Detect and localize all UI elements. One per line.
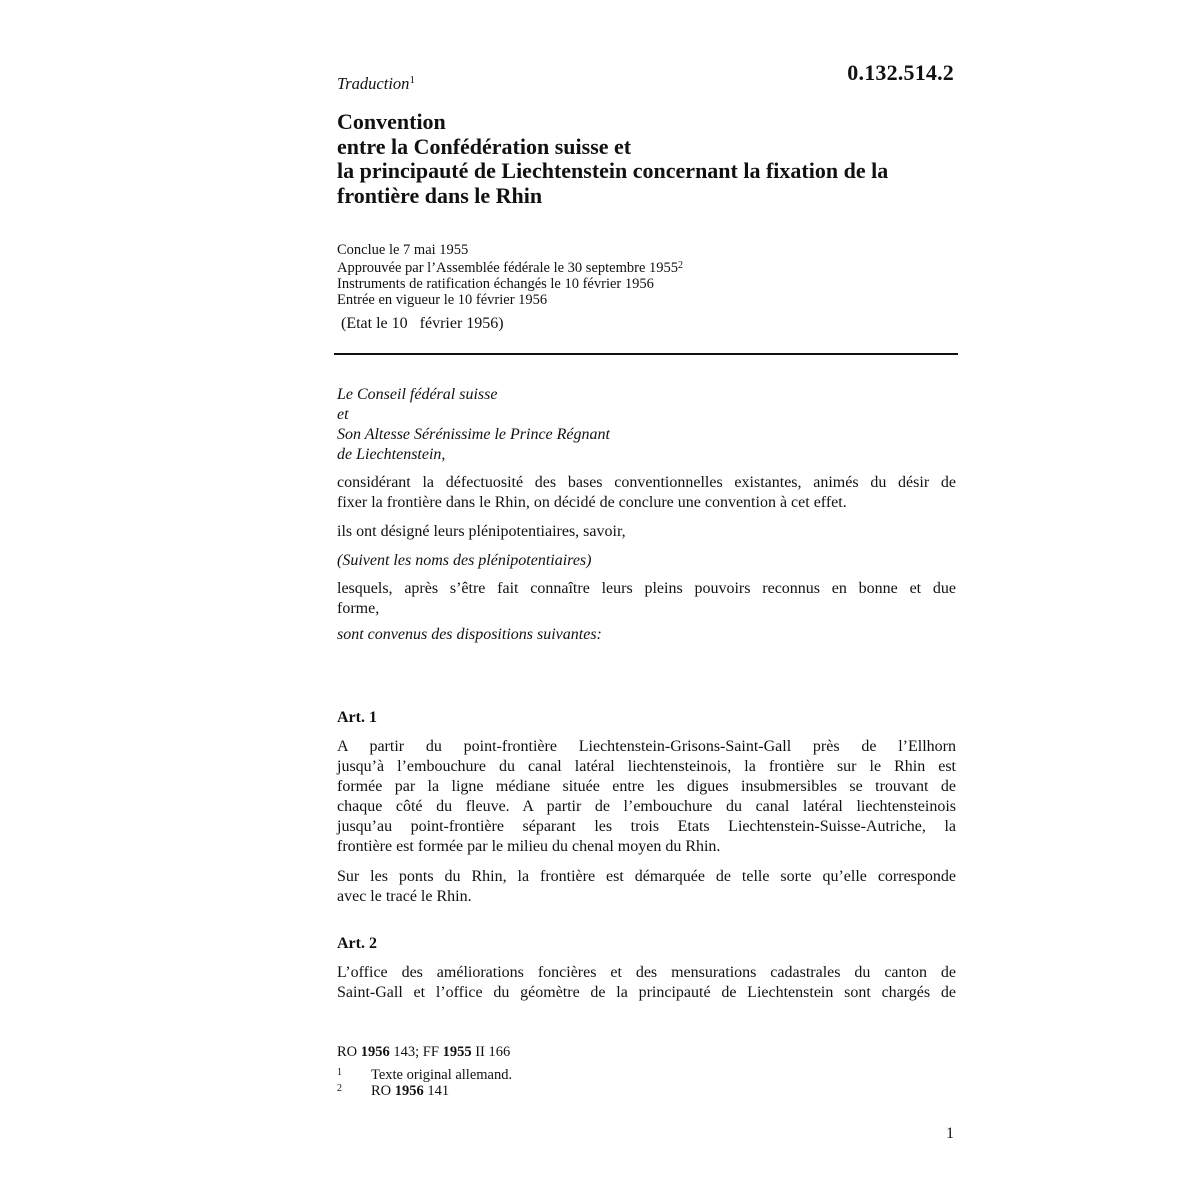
preamble-agreed: sont convenus des dispositions suivantes: [337, 626, 602, 643]
party-line: Le Conseil fédéral suisse [337, 386, 498, 403]
preamble-plenipotentiaries: (Suivent les noms des plénipotentiaires) [337, 552, 592, 569]
preamble-parties [337, 385, 610, 465]
source-reference: RO 1956 143; FF 1955 II 166 [337, 1044, 511, 1060]
title-line: Convention [337, 109, 446, 134]
article-1-paragraph-1: A partir du point-frontière Liechtenstein-Grisons-Saint-Gall près de l’Ellhorn jusqu’à l’embouchure du canal latéral liechtensteinois, la frontière sur le Rhin est formée par la ligne médiane située entre les digues insubmersibles se trouvant de chaque côté du fleuve. A partir de l’embouchure du canal latéral liechtensteinois jusqu’au point-frontière séparant les trois Etats Liechtenstein-Suisse-Autriche, la frontière est formée par le milieu du chenal moyen du Rhin. [337, 738, 956, 855]
preamble-whom: lesquels, après s’être fait connaître leurs pleins pouvoirs reconnus en bonne et due forme, [337, 580, 956, 617]
horizontal-divider [334, 353, 958, 355]
entry-into-force-date: Entrée en vigueur le 10 février 1956 [337, 292, 548, 308]
footnote-ref-2[interactable]: 2 [678, 260, 684, 271]
preamble-considering: considérant la défectuosité des bases conventionnelles existantes, animés du désir de fixer la frontière dans le Rhin, on décidé de conclure une convention à cet effet. [337, 474, 956, 511]
translation-label: Traduction$^1$ [337, 74, 415, 93]
document-title [337, 110, 958, 208]
title-line: entre la Confédération suisse et [337, 133, 632, 159]
approved-date: Approuvée par l’Assemblée fédérale le 30 septembre 1955$^2$ [337, 260, 684, 276]
document-metadata [337, 242, 683, 308]
title-line: frontière dans le Rhin [337, 182, 543, 208]
concluded-date: Conclue le 7 mai 1955 [337, 242, 469, 258]
title-line: la principauté de Liechtenstein concernant la fixation de la [337, 158, 889, 183]
article-1-heading: Art. 1 [337, 709, 377, 726]
footnote-2: 2 RO 1956 141 [337, 1083, 450, 1099]
footnote-1: 1 Texte original allemand. [337, 1067, 513, 1083]
preamble-designated: ils ont désigné leurs plénipotentiaires, savoir, [337, 523, 626, 540]
status-date: (Etat le 10 février 1956) [341, 315, 504, 332]
document-page [337, 0, 958, 1200]
article-2-paragraph-1: L’office des améliorations foncières et des mensurations cadastrales du canton de Saint-Gall et l’office du géomètre de la principauté de Liechtenstein sont chargés de [337, 964, 956, 1001]
party-line: et [337, 406, 349, 423]
article-1-paragraph-2: Sur les ponts du Rhin, la frontière est démarquée de telle sorte qu’elle corresponde avec le tracé le Rhin. [337, 868, 956, 905]
party-line: de Liechtenstein, [337, 446, 446, 463]
party-line: Son Altesse Sérénissime le Prince Régnant [337, 426, 610, 443]
footnote-ref-1[interactable]: 1 [409, 74, 415, 86]
footnote-number: 2 [337, 1083, 342, 1094]
footnote-number: 1 [337, 1067, 342, 1078]
page-number: 1 [946, 1125, 954, 1142]
sr-number: 0.132.514.2 [847, 60, 954, 85]
article-2-heading: Art. 2 [337, 935, 377, 952]
ratification-date: Instruments de ratification échangés le 10 février 1956 [337, 276, 654, 292]
